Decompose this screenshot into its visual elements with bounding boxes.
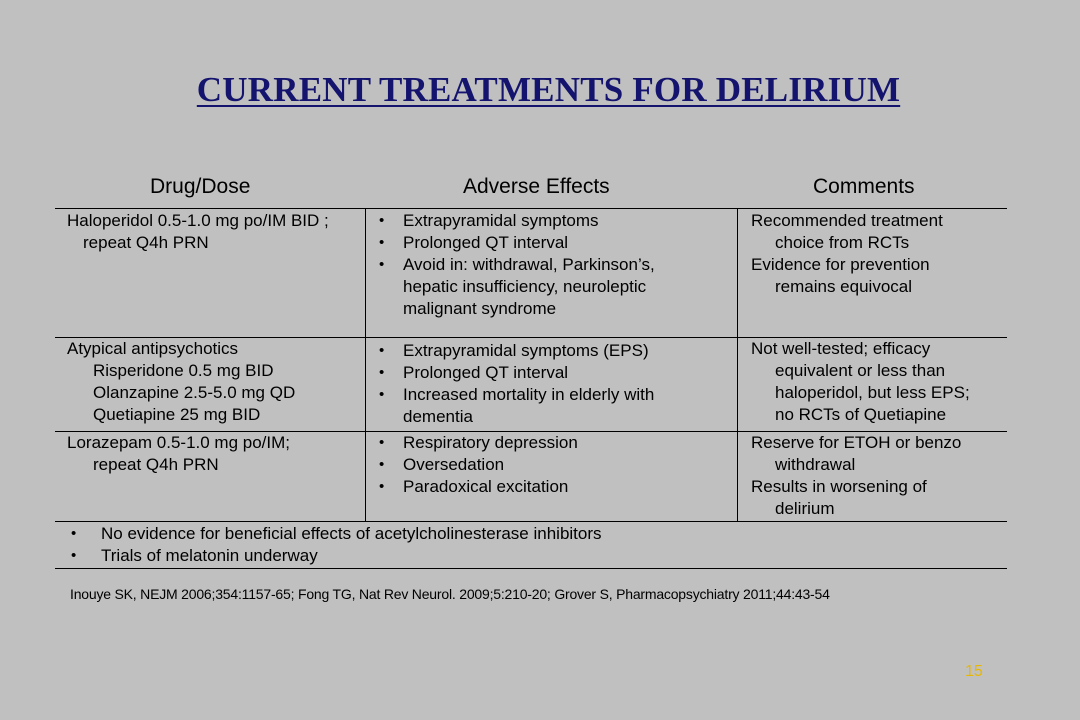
list-item: • Extrapyramidal symptoms [375,210,655,232]
comment-line: Recommended treatment [751,211,943,230]
drug-line: Quetiapine 25 mg BID [93,405,261,424]
table-bottom-rule [55,568,1007,569]
comment-line: Results in worsening of [751,477,927,496]
table-cell-effects [375,340,654,428]
table-cell-effects [375,432,578,498]
table-cell-drug [67,210,329,254]
comment-line: Reserve for ETOH or benzo [751,433,962,452]
list-item: • Prolonged QT interval [375,232,655,254]
comment-line: choice from RCTs [775,233,910,252]
column-divider [737,208,738,521]
slide-title: CURRENT TREATMENTS FOR DELIRIUM [196,70,901,109]
table-cell-comments [751,432,961,520]
comment-line: delirium [775,499,835,518]
table-header-rule [55,208,1007,209]
note-item: • No evidence for beneficial effects of acetylcholinesterase inhibitors [67,523,602,545]
list-item: • Paradoxical excitation [375,476,578,498]
drug-line: Atypical antipsychotics [67,339,239,358]
list-item: • Oversedation [375,454,578,476]
row-divider [55,521,1007,522]
comment-line: haloperidol, but less EPS; [775,383,970,402]
drug-line: repeat Q4h PRN [83,233,209,252]
header-drug-dose: Drug/Dose [150,175,251,198]
list-item: • Increased mortality in elderly with [375,384,654,406]
list-item: • Respiratory depression [375,432,578,454]
table-notes [67,523,602,567]
comment-line: remains equivocal [775,277,913,296]
header-comments: Comments [813,175,915,198]
references: Inouye SK, NEJM 2006;354:1157-65; Fong TG, Nat Rev Neurol. 2009;5:210-20; Grover S, Pharmacopsychiatry 2011;44:43-54 [70,586,830,602]
drug-line: repeat Q4h PRN [93,455,219,474]
comment-line: withdrawal [775,455,856,474]
column-divider [365,208,366,521]
list-item: • Extrapyramidal symptoms (EPS) [375,340,654,362]
list-item: • Avoid in: withdrawal, Parkinson’s, [375,254,655,276]
table-cell-drug [67,338,295,426]
drug-line: Haloperidol 0.5-1.0 mg po/IM BID ; [67,211,329,230]
drug-line: Lorazepam 0.5-1.0 mg po/IM; [67,433,291,452]
drug-line: Risperidone 0.5 mg BID [93,361,274,380]
list-item-continuation: dementia [403,407,473,426]
header-adverse-effects: Adverse Effects [463,175,610,198]
list-item-continuation: hepatic insufficiency, neuroleptic [403,277,647,296]
note-item: • Trials of melatonin underway [67,545,602,567]
table-cell-comments [751,210,943,298]
table-cell-comments [751,338,970,426]
list-item-continuation: malignant syndrome [403,299,557,318]
comment-line: Evidence for prevention [751,255,930,274]
list-item: • Prolonged QT interval [375,362,654,384]
page-number: 15 [965,663,983,680]
comment-line: no RCTs of Quetiapine [775,405,947,424]
comment-line: Not well-tested; efficacy [751,339,931,358]
table-cell-drug [67,432,290,476]
comment-line: equivalent or less than [775,361,946,380]
table-cell-effects [375,210,655,320]
drug-line: Olanzapine 2.5-5.0 mg QD [93,383,296,402]
